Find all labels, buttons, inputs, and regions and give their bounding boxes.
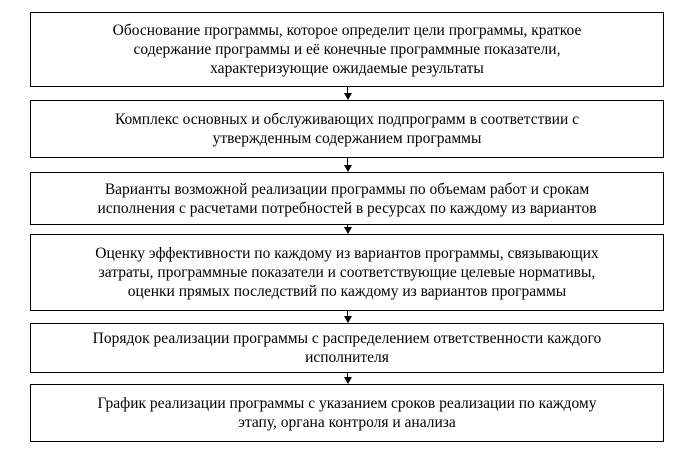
step-box-3 <box>30 172 664 225</box>
step-text-4: Оценку эффективности по каждому из вариантов программы, связывающих затраты, программные показатели и соответствующие целевые нормативы, оценки прямых последствий по каждому из вариантов программы <box>95 245 599 300</box>
step-text-6: График реализации программы с указанием сроков реализации по каждому этапу, органа контроля и анализа <box>97 395 597 431</box>
step-box-5 <box>30 323 664 373</box>
step-text-2: Комплекс основных и обслуживающих подпрограмм в соответствии с утвержденным содержанием программы <box>114 111 580 147</box>
step-text-3: Варианты возможной реализации программы по объемам работ и срокам исполнения с расчетами потребностей в ресурсах по каждому из вариантов <box>97 180 597 217</box>
arrow-4-to-5 <box>347 311 348 322</box>
arrow-3-to-4 <box>347 225 348 233</box>
step-box-1 <box>30 12 664 87</box>
step-text-1: Обоснование программы, которое определит цели программы, краткое содержание программы и её конечные программные показатели, характеризующие ожидаемые результаты <box>112 22 582 77</box>
arrow-1-to-2 <box>347 87 348 99</box>
step-box-2 <box>30 100 664 158</box>
arrow-2-to-3 <box>347 158 348 171</box>
step-text-5: Порядок реализации программы с распределением ответственности каждого исполнителя <box>92 330 602 366</box>
arrow-5-to-6 <box>347 373 348 383</box>
step-box-6 <box>30 384 664 442</box>
step-box-4 <box>30 234 664 311</box>
